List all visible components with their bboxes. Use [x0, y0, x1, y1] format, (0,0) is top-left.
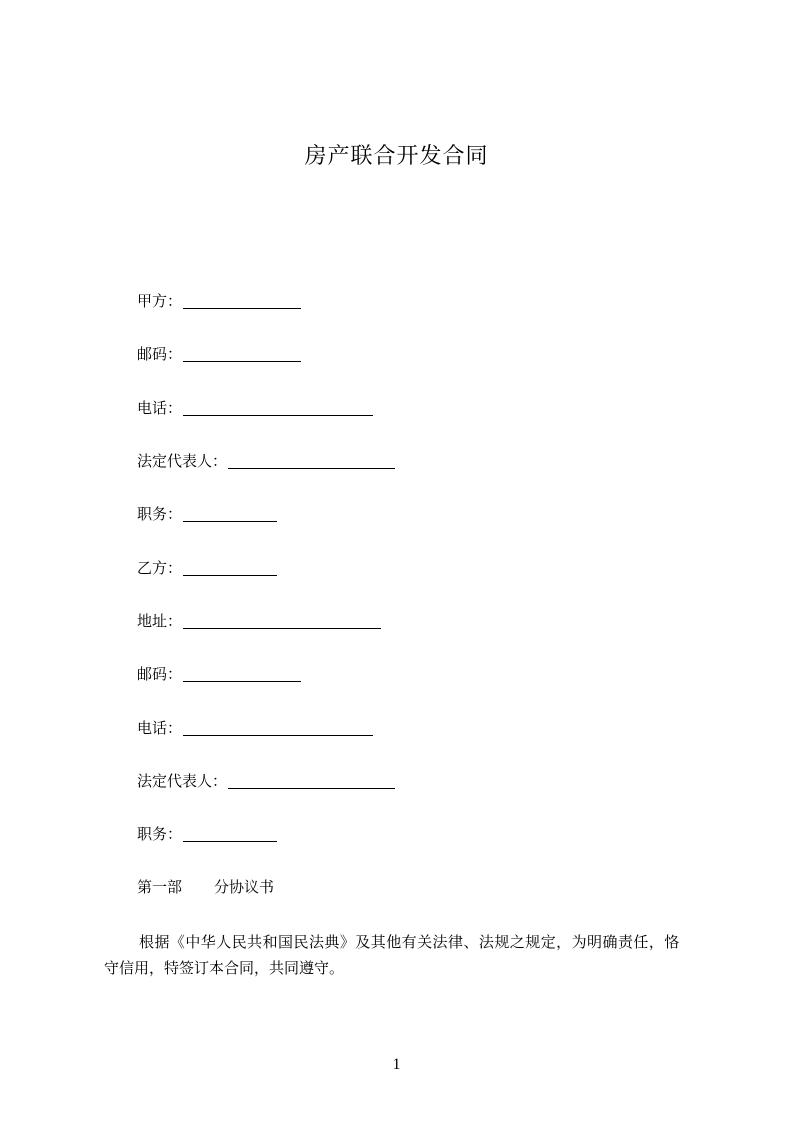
party-a-phone-label: 电话： — [137, 399, 183, 417]
party-a-position-blank[interactable] — [183, 505, 277, 522]
party-b-phone-field — [137, 717, 373, 739]
party-a-blank[interactable] — [183, 292, 301, 309]
party-b-position-blank[interactable] — [183, 825, 277, 842]
party-b-phone-blank[interactable] — [183, 719, 373, 736]
party-a-field — [137, 290, 301, 312]
party-a-legal-rep-label: 法定代表人： — [137, 452, 228, 470]
party-b-phone-label: 电话： — [137, 719, 183, 737]
section-heading — [137, 876, 274, 898]
party-b-field — [137, 557, 277, 579]
party-a-position-label: 职务： — [137, 505, 183, 523]
party-a-position-field — [137, 503, 277, 525]
party-a-phone-blank[interactable] — [183, 399, 373, 416]
preamble-paragraph — [104, 929, 702, 981]
party-a-postcode-field — [137, 343, 301, 365]
party-b-postcode-label: 邮码： — [137, 665, 183, 683]
party-a-label: 甲方： — [137, 292, 183, 310]
party-b-postcode-field — [137, 663, 301, 685]
party-a-legal-rep-field — [137, 450, 395, 472]
party-b-address-label: 地址： — [137, 612, 183, 630]
party-b-position-field — [137, 823, 277, 845]
party-b-legal-rep-label: 法定代表人： — [137, 772, 228, 790]
party-a-legal-rep-blank[interactable] — [228, 452, 395, 469]
party-a-postcode-blank[interactable] — [183, 345, 301, 362]
section-part: 第一部 — [137, 878, 183, 896]
document-title: 房产联合开发合同 — [304, 144, 489, 169]
preamble-line-1: 根据《中华人民共和国民法典》及其他有关法律、法规之规定，为明确责任，恪 — [139, 933, 680, 951]
party-a-postcode-label: 邮码： — [137, 345, 183, 363]
page-number: 1 — [392, 1056, 401, 1073]
party-b-legal-rep-blank[interactable] — [228, 772, 395, 789]
party-b-position-label: 职务： — [137, 825, 183, 843]
party-b-address-blank[interactable] — [183, 612, 381, 629]
party-b-legal-rep-field — [137, 770, 395, 792]
party-b-blank[interactable] — [183, 559, 277, 576]
preamble-line-2: 守信用，特签订本合同，共同遵守。 — [104, 959, 345, 977]
section-name: 分协议书 — [214, 878, 275, 896]
party-b-postcode-blank[interactable] — [183, 665, 301, 682]
party-b-label: 乙方： — [137, 559, 183, 577]
party-b-address-field — [137, 610, 381, 632]
party-a-phone-field — [137, 397, 373, 419]
